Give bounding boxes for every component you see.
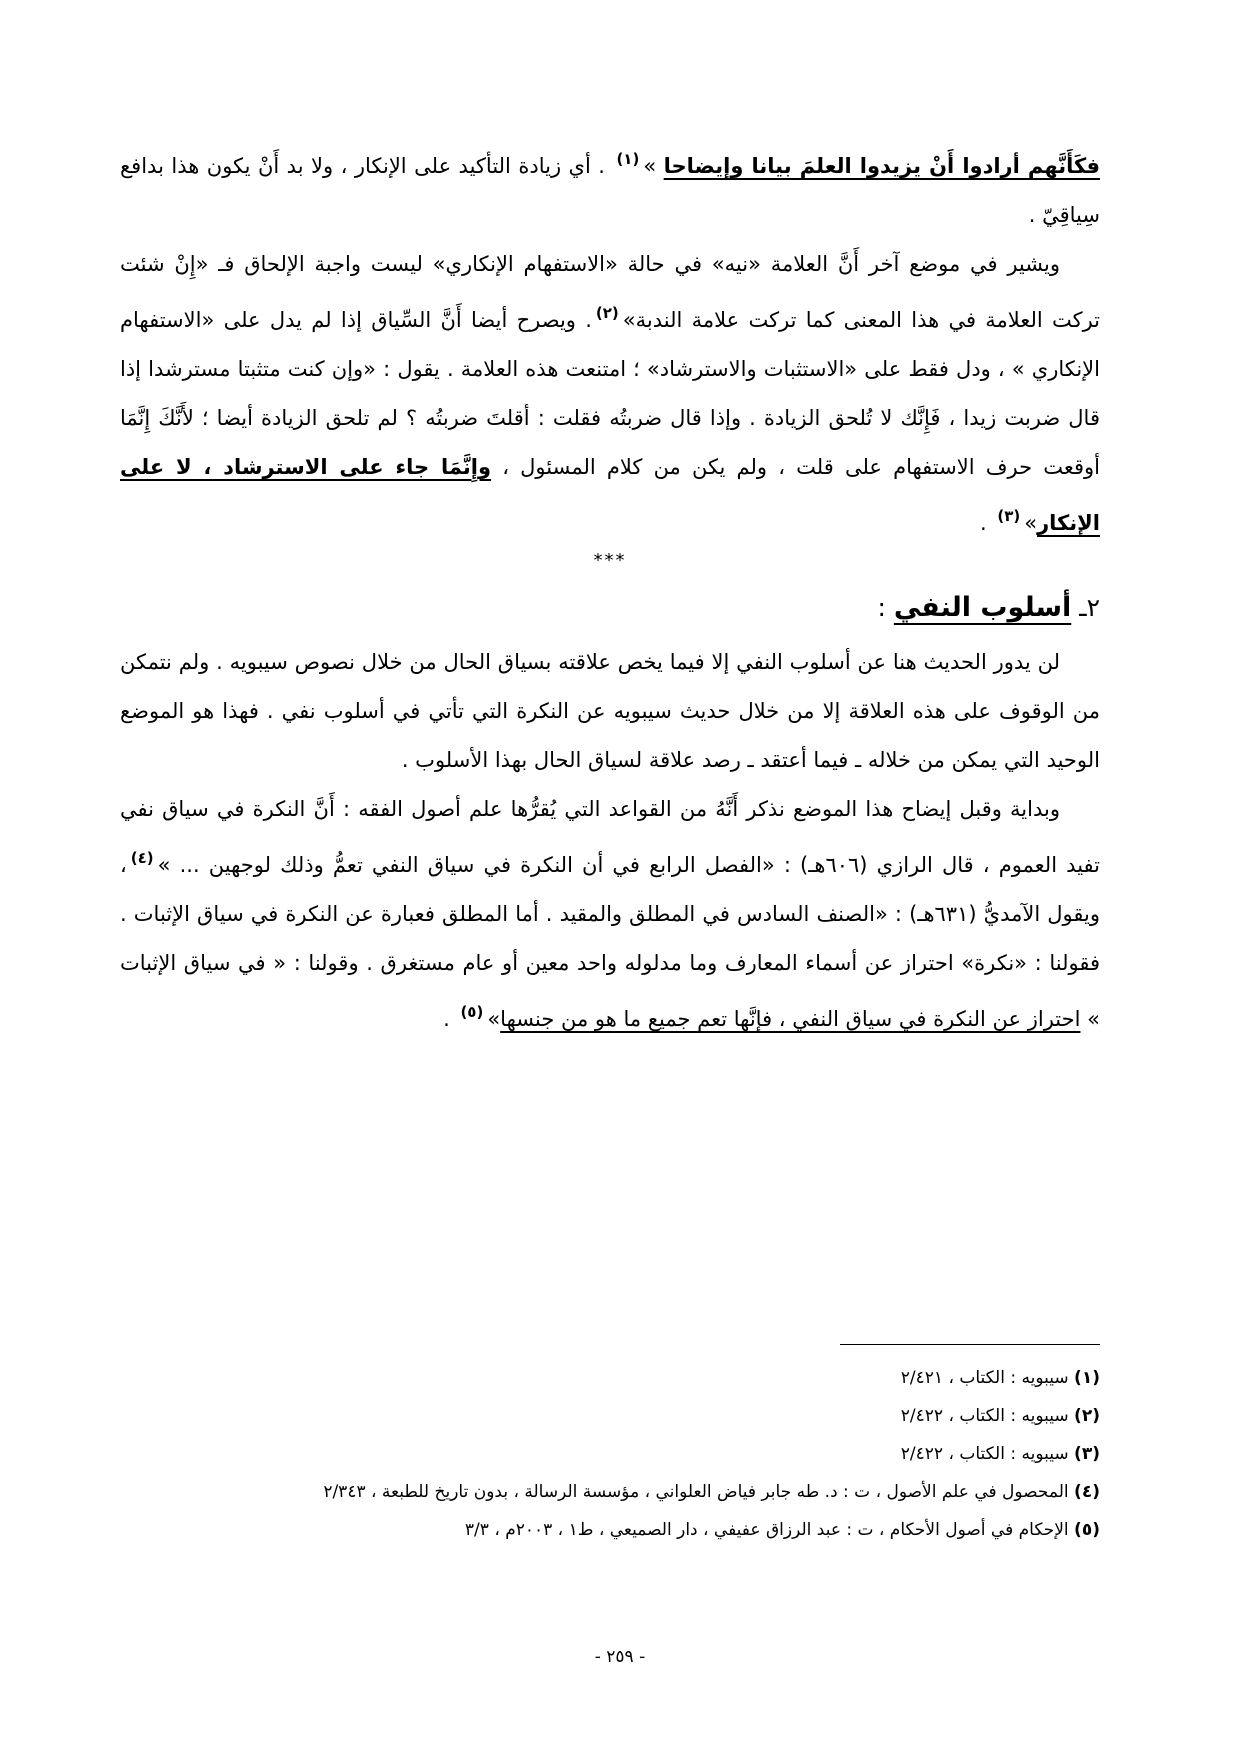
footnote-text: سيبويه : الكتاب ، ٢/٤٢٢ [900,1406,1075,1426]
quoted-text: فكَأَنَّهم أرادوا أَنْ يزيدوا العلمَ بيانا وإيضاحا [663,154,1100,178]
footnote-number: (٢) [1074,1406,1100,1426]
footnote-text: المحصول في علم الأصول ، ت : د. طه جابر فياض العلواني ، مؤسسة الرسالة ، بدون تاريخ للطبعة ، ٢/٣٤٣ [323,1482,1075,1502]
paragraph-2-end: . [979,511,994,535]
heading-colon: : [877,593,894,622]
section-heading [120,582,1100,634]
paragraph-4-text-a: وبداية وقبل إيضاح هذا الموضع نذكر أَنَّهُ من القواعد التي يُقرُّها علم أصول الفقه : أَنَّ النكرة في سياق نفي تفيد العموم ، قال الرازي (٦٠٦هـ) : «الفصل الرابع في أن النكرة في سياق النفي تعمُّ وذلك لوجهين ... » [120,797,1100,877]
paragraph-2-text-b: . ويصرح أيضا أَنَّ السِّياق إذا لم يدل على «الاستفهام الإنكاري » ، ودل فقط على «الاستثبات والاسترشاد» ؛ امتنعت هذه العلامة . يقول : «وإن كنت متثبتا مسترشدا إذا قال ضربت زيدا ، فَإِنَّك لا تُلحق الزيادة . وإذا قال ضربتُه فقلت : أقلتَ ضربتُه ؟ لم تلحق الزيادة أيضا ؛ لأَنَّكَ إِنَّمَا أوقعت حرف الاستفهام على قلت ، ولم يكن من كلام المسئول ، [120,308,1100,479]
footnote-text: سيبويه : الكتاب ، ٢/٤٢١ [900,1368,1075,1388]
footnote-ref-1[interactable]: (١) [616,150,640,168]
footnote-text: الإحكام في أصول الأحكام ، ت : عبد الرزاق عفيفي ، دار الصميعي ، ط١ ، ٢٠٠٣م ، ٣/٣ [464,1520,1075,1540]
paragraph-4-text-b: ، ويقول الآمديُّ (٦٣١هـ) : «الصنف السادس في المطلق والمقيد . أما المطلق فعبارة عن النكرة في سياق الإثبات . فقولنا : «نكرة» احتراز عن أسماء المعارف وما مدلوله واحد معين أو عام مستغرق . وقولنا : « في سياق الإثبات » [120,853,1101,1031]
page-number: - ٢٥٩ - [594,1647,646,1667]
footnote-1 [120,1359,1100,1397]
footnote-4 [120,1473,1100,1511]
page-body [120,135,1100,1044]
quote-close: » [1024,511,1038,535]
paragraph-2-text-a: ويشير في موضع آخر أَنَّ العلامة «نيه» في حالة «الاستفهام الإنكاري» ليست واجبة الإلحاق فـ «إِنْ شئت تركت العلامة في هذا المعنى كما تركت علامة الندبة» [120,252,1101,332]
footnote-number: (٤) [1074,1482,1100,1502]
heading-number: ٢ـ [1071,593,1100,622]
paragraph-1 [120,135,1100,240]
footnote-ref-5[interactable]: (٥) [460,1003,484,1021]
footnotes-section [120,1344,1100,1549]
footnote-number: (٣) [1074,1444,1100,1464]
paragraph-2 [120,240,1100,548]
footnote-2 [120,1397,1100,1435]
footnote-divider [840,1344,1100,1345]
footnote-5 [120,1511,1100,1549]
footnote-number: (٥) [1074,1520,1100,1540]
emphasized-quote: وإِنَّمَا جاء على الاسترشاد ، لا على الإنكار [120,455,1100,535]
footnote-3 [120,1435,1100,1473]
paragraph-3: لن يدور الحديث هنا عن أسلوب النفي إلا فيما يخص علاقته بسياق الحال من خلال نصوص سيبويه . ولم نتمكن من الوقوف على هذه العلاقة إلا من خلال حديث سيبويه عن النكرة التي تأتي في أسلوب نفي . فهذا هو الموضع الوحيد التي يمكن من خلاله ـ فيما أعتقد ـ رصد علاقة لسياق الحال بهذا الأسلوب . [120,650,1100,772]
quote-close: » [487,1007,501,1031]
footnote-ref-3[interactable]: (٣) [997,507,1021,525]
footnote-ref-2[interactable]: (٢) [595,304,619,322]
heading-title: أسلوب النفي [893,592,1072,623]
paragraph-1-text: . أي زيادة التأكيد على الإنكار ، ولا بد أَنْ يكون هذا بدافع سِياقِيّ . [120,154,1100,227]
paragraph-4-end: . [443,1007,457,1031]
footnote-ref-4[interactable]: (٤) [130,849,154,867]
underlined-quote: احتراز عن النكرة في سياق النفي ، فإنَّها تعم جميع ما هو من جنسها [500,1007,1081,1031]
paragraph-4 [120,785,1100,1044]
quote-close: » [643,154,664,178]
footnote-text: سيبويه : الكتاب ، ٢/٤٢٢ [900,1444,1075,1464]
footnote-number: (١) [1074,1368,1100,1388]
section-separator: *** [593,550,627,571]
